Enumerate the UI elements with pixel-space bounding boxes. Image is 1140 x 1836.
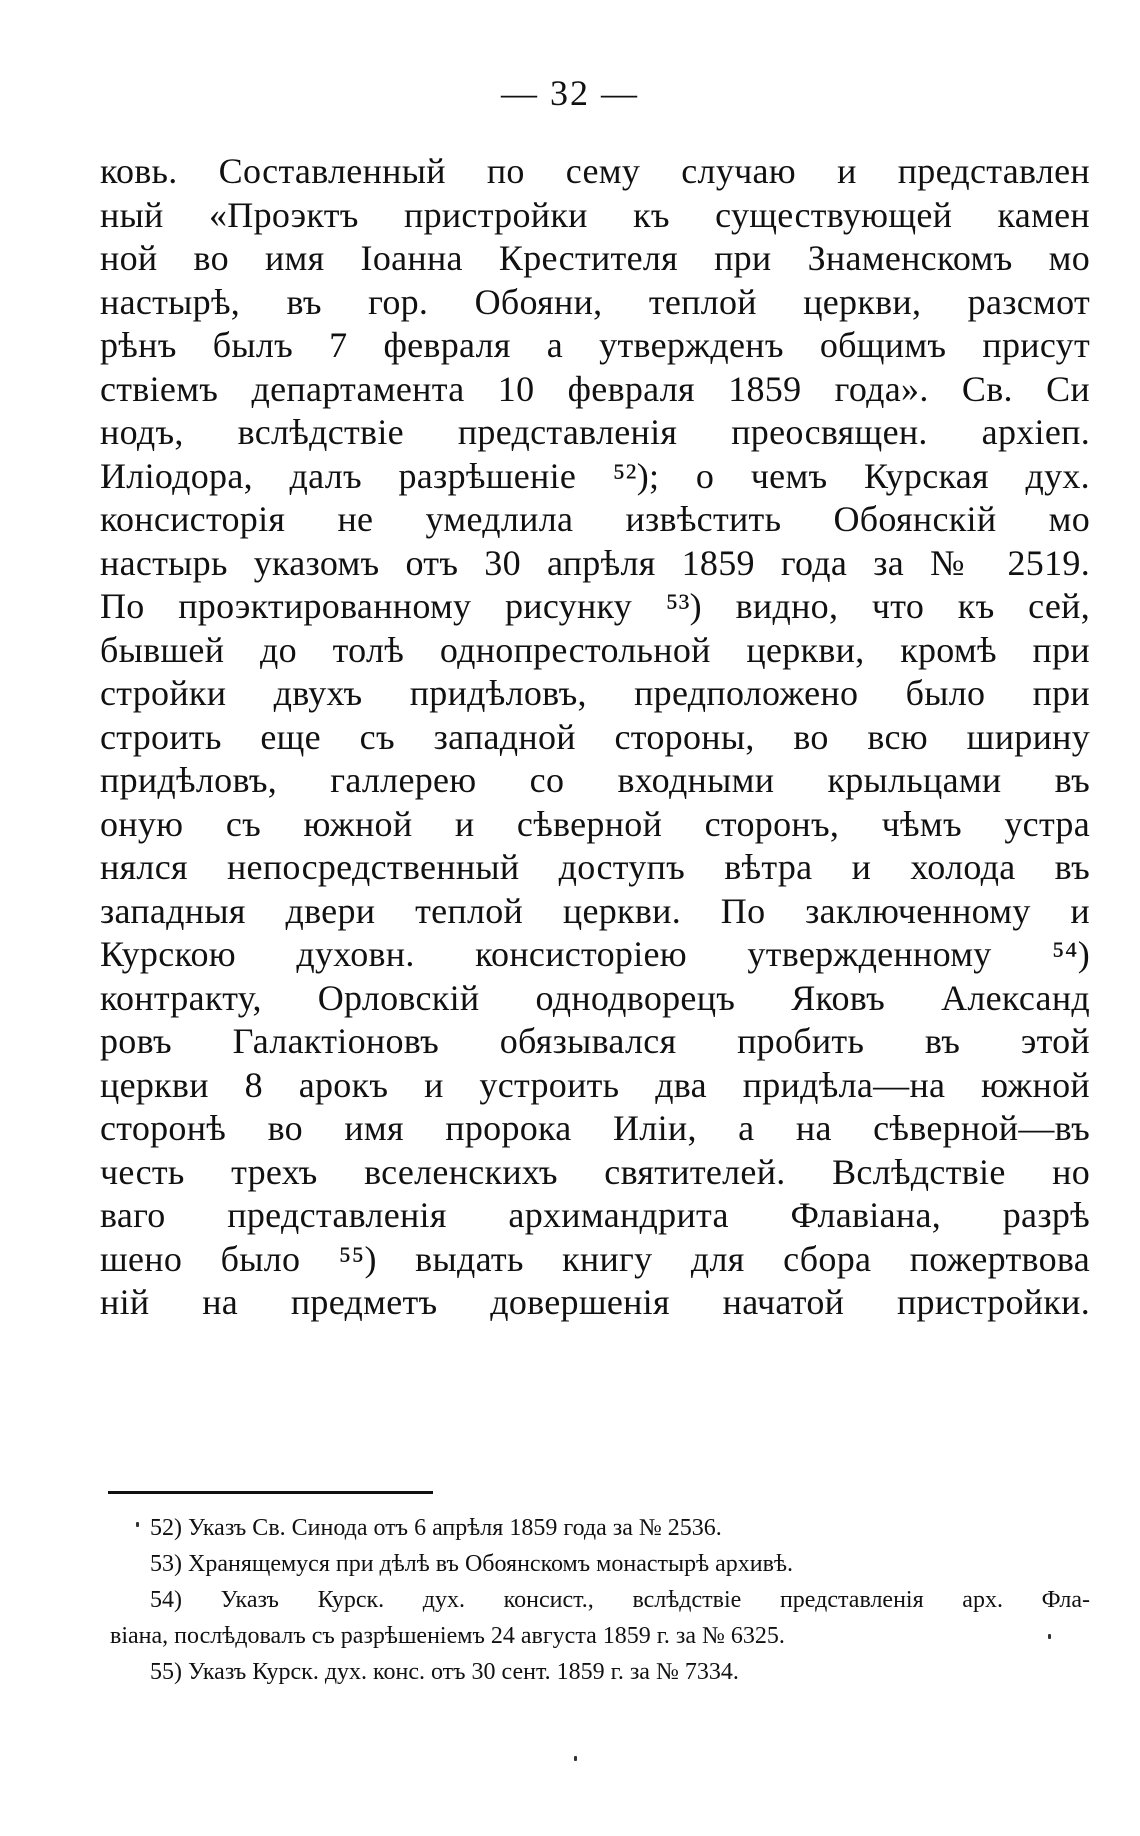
text-line: придѣловъ, галлерею со входными крыльцами въ [100,760,1090,800]
text-line: контракту, Орловскій однодворецъ Яковъ Александ [100,977,1090,1018]
text-line: нодъ, вслѣдствіе представленія преосвящен. архіеп. [100,412,1090,452]
body-text [100,150,1090,1325]
footnote-54-continuation: віана, послѣдовалъ съ разрѣшеніемъ 24 августа 1859 г. за № 6325. [110,1623,785,1649]
text-line: бывшей до толѣ однопрестольной церкви, кромѣ при [100,629,1090,670]
text-line: ковь. Составленный по сему случаю и представлен [100,151,1090,191]
print-speck [136,1522,139,1527]
footnotes [110,1510,1090,1690]
text-line: рѣнъ былъ 7 февраля а утвержденъ общимъ присут [100,325,1090,365]
footnote-55: 55) Указъ Курск. дух. конс. отъ 30 сент. 1859 г. за № 7334. [150,1659,739,1685]
text-line: ваго представленія архимандрита Флавіана, разрѣ [100,1195,1090,1235]
text-line: честь трехъ вселенскихъ святителей. Вслѣдствіе но [100,1151,1090,1192]
print-speck [574,1756,577,1761]
text-line: нялся непосредственный доступъ вѣтра и холода въ [100,847,1090,887]
text-line: ній на предметъ довершенія начатой пристройки. [100,1282,1090,1322]
text-line: шено было ⁵⁵) выдать книгу для сбора пожертвова [100,1238,1090,1279]
text-line: Курскою духовн. консисторіею утвержденному ⁵⁴) [100,934,1090,974]
footnote-53: 53) Хранящемуся при дѣлѣ въ Обоянскомъ монастырѣ архивѣ. [150,1551,793,1577]
text-line: ный «Проэктъ пристройки къ существующей камен [100,194,1090,235]
text-line: По проэктированному рисунку ⁵³) видно, что къ сей, [100,586,1090,626]
text-line: ной во имя Іоанна Крестителя при Знаменскомъ мо [100,238,1090,278]
text-line: консисторія не умедлила извѣстить Обоянскій мо [100,499,1090,539]
print-speck [1048,1634,1051,1639]
text-line: строить еще съ западной стороны, во всю ширину [100,716,1090,757]
text-line: сторонѣ во имя пророка Иліи, а на сѣверной—въ [100,1108,1090,1148]
footnote-divider [108,1491,433,1494]
text-line: стройки двухъ придѣловъ, предположено было при [100,673,1090,713]
text-line: настырь указомъ отъ 30 апрѣля 1859 года за № 2519. [100,542,1090,583]
text-line: ровъ Галактіоновъ обязывался пробить въ этой [100,1021,1090,1061]
text-line: западныя двери теплой церкви. По заключенному и [100,890,1090,931]
text-line: настырѣ, въ гор. Обояни, теплой церкви, разсмот [100,281,1090,322]
page-number: — 32 — [501,73,639,113]
text-line: Иліодора, далъ разрѣшеніе ⁵²); о чемъ Курская дух. [100,455,1090,496]
footnote-52: 52) Указъ Св. Синода отъ 6 апрѣля 1859 года за № 2536. [150,1515,722,1541]
text-line: церкви 8 арокъ и устроить два придѣла—на южной [100,1064,1090,1105]
footnote-54: 54) Указъ Курск. дух. консист., вслѣдствіе представленія арх. Фла- [150,1587,1090,1613]
text-line: ствіемъ департамента 10 февраля 1859 года». Св. Си [100,368,1090,409]
text-line: оную съ южной и сѣверной сторонъ, чѣмъ устра [100,803,1090,844]
